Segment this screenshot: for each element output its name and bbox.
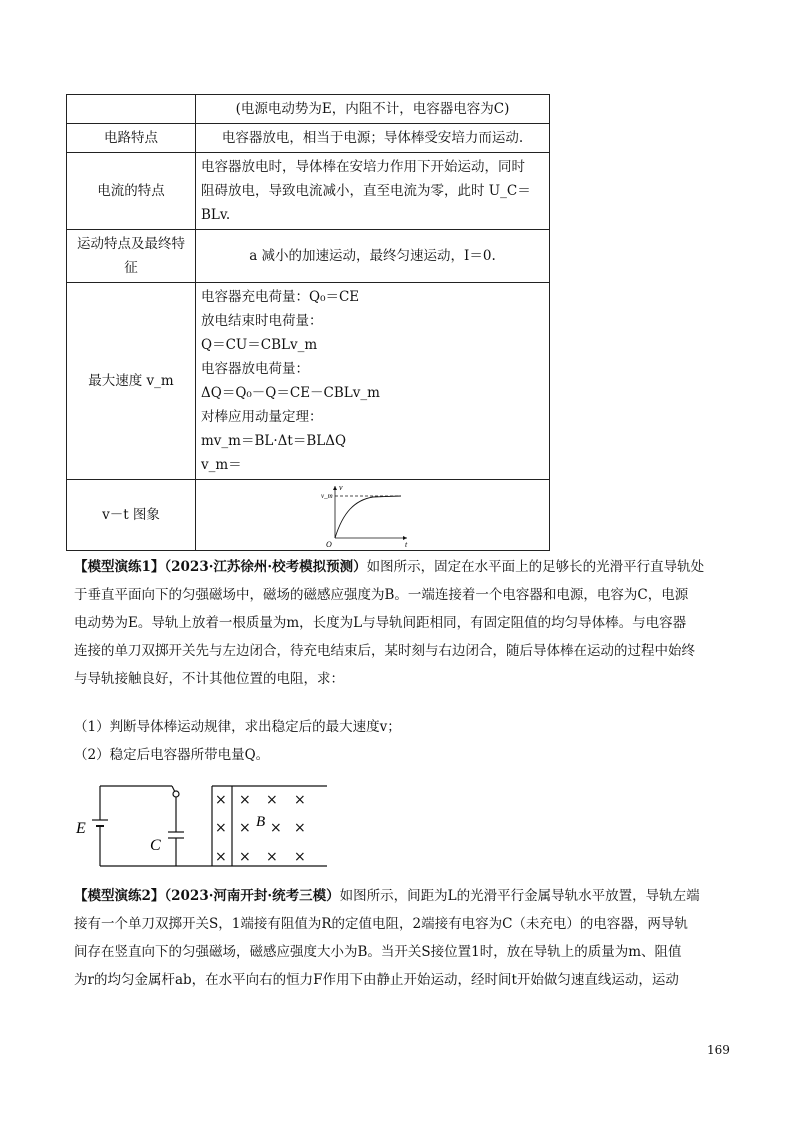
- field-mark: ×: [266, 792, 278, 808]
- row-content: 电容器充电荷量：Q₀＝CE 放电结束时电荷量： Q＝CU＝CBLv_m 电容器放电荷量： ΔQ＝Q₀－Q＝CE－CBLv_m 对棒应用动量定理： mv_m＝BL·Δt＝BLΔQ v_m＝: [196, 283, 550, 480]
- exercise-2-text: 接有一个单刀双掷开关S，1端接有阻值为R的定值电阻，2端接有电容为C（未充电）的电容器，两导轨: [74, 916, 688, 932]
- exercise-1-text: 与导轨接触良好，不计其他位置的电阻，求：: [74, 671, 344, 687]
- question-1: （1）判断导体棒运动规律，求出稳定后的最大速度v；: [74, 719, 401, 735]
- field-mark: ×: [294, 820, 306, 836]
- row-content: a 减小的加速运动，最终匀速运动，I＝0.: [196, 230, 550, 283]
- exercise-1-text: 电动势为E。导轨上放着一根质量为m，长度为L与导轨间距相同，有固定阻值的均匀导体棒。与电容器: [74, 615, 687, 631]
- exercise-2-text: 如图所示，间距为L的光滑平行金属导轨水平放置，导轨左端: [339, 888, 700, 904]
- question-2: （2）稳定后电容器所带电量Q。: [74, 747, 270, 763]
- exercise-1: [74, 553, 734, 693]
- exercise-2-text: 间存在竖直向下的匀强磁场，磁感应强度大小为B。当开关S接位置1时，放在导轨上的质量为m、阻值: [74, 944, 682, 960]
- exercise-1-text: 于垂直平面向下的匀强磁场中，磁场的磁感应强度为B。一端连接着一个电容器和电源，电容为C，电源: [74, 587, 689, 603]
- field-mark: ×: [215, 849, 227, 865]
- vt-graph: [321, 482, 411, 548]
- field-mark: ×: [270, 820, 282, 836]
- axis-x-label: t: [405, 540, 408, 548]
- exercise-1-heading: 【模型演练1】（2023·江苏徐州·校考模拟预测）: [74, 559, 367, 575]
- field-mark: ×: [215, 792, 227, 808]
- field-mark: ×: [294, 792, 306, 808]
- row-content: (电源电动势为E，内阻不计，电容器电容为C): [196, 95, 550, 124]
- exercise-2-heading: 【模型演练2】（2023·河南开封·统考三模）: [74, 888, 340, 904]
- properties-table: [66, 94, 550, 551]
- field-label: B: [256, 814, 266, 830]
- emf-label: E: [76, 820, 86, 837]
- field-mark: ×: [239, 792, 251, 808]
- row-label: 最大速度 v_m: [67, 283, 196, 480]
- page-number: 169: [707, 1043, 730, 1057]
- exercise-1-text: 如图所示，固定在水平面上的足够长的光滑平行直导轨处: [366, 559, 705, 575]
- table-row: [67, 95, 550, 124]
- table-row: [67, 283, 550, 480]
- row-label: 电路特点: [67, 124, 196, 153]
- circuit-diagram: [72, 780, 332, 875]
- origin-label: O: [326, 540, 332, 548]
- field-mark: ×: [266, 849, 278, 865]
- row-content: 电容器放电时，导体棒在安培力作用下开始运动，同时 阻碍放电，导致电流减小，直至电流为零，此时 U_C＝ BLv.: [196, 153, 550, 230]
- row-label: [67, 95, 196, 124]
- exercise-2-text: 为r的均匀金属杆ab，在水平向右的恒力F作用下由静止开始运动，经时间t开始做匀速直线运动，运动: [74, 972, 679, 988]
- exercise-2: [74, 882, 734, 994]
- field-mark: ×: [215, 820, 227, 836]
- table-row: [67, 480, 550, 551]
- row-label: 运动特点及最终特征: [67, 230, 196, 283]
- exercise-1-text: 连接的单刀双掷开关先与左边闭合，待充电结束后，某时刻与右边闭合，随后导体棒在运动的过程中始终: [74, 643, 695, 659]
- field-mark: ×: [239, 820, 251, 836]
- row-content: 电容器放电，相当于电源；导体棒受安培力而运动.: [196, 124, 550, 153]
- capacitor-label: C: [150, 837, 161, 854]
- axis-y-label: v: [339, 483, 343, 492]
- table-row: [67, 124, 550, 153]
- row-label: 电流的特点: [67, 153, 196, 230]
- field-mark: ×: [294, 849, 306, 865]
- table-row: [67, 153, 550, 230]
- table-row: [67, 230, 550, 283]
- vt-graph-cell: [196, 480, 550, 551]
- asymptote-label: v_m: [321, 492, 333, 500]
- row-label: v－t 图象: [67, 480, 196, 551]
- field-mark: ×: [239, 849, 251, 865]
